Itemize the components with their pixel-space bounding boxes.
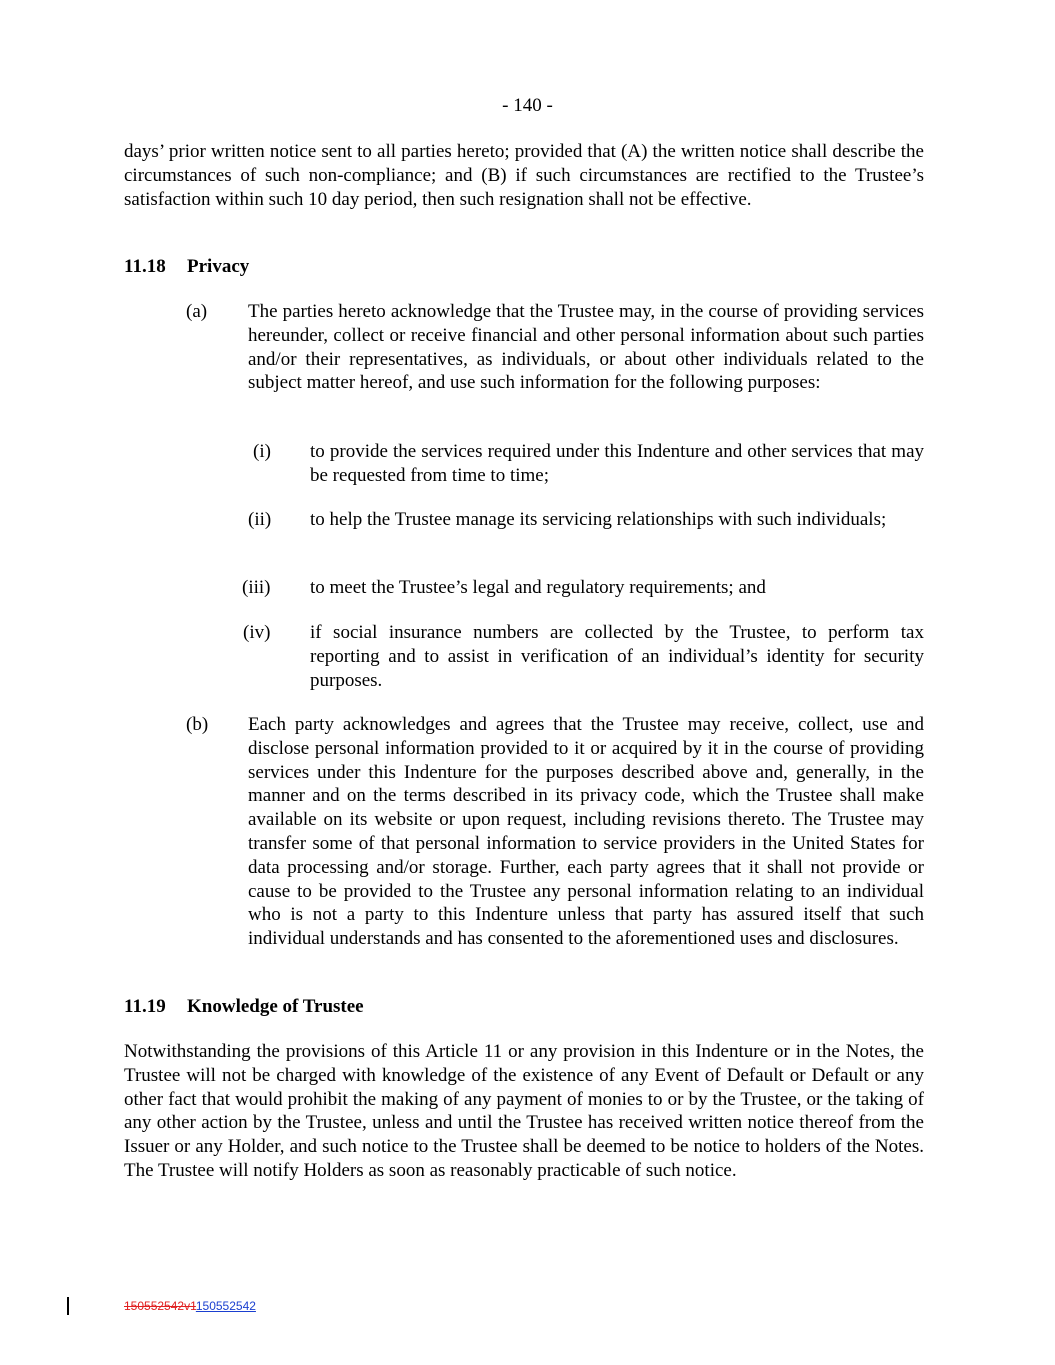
section-heading-11-18 — [124, 255, 249, 279]
clause-a — [186, 300, 924, 420]
subclause-label: (iii) — [242, 577, 271, 598]
clause-label: (b) — [186, 714, 209, 735]
clause-text: Each party acknowledges and agrees that the Trustee may receive, collect, use and disclose personal information provided to it or acquired by it in the course of providing services under this Indenture for the purposes described above and, generally, in the manner and on the terms described in its privacy code, which the Trustee shall make available on its website or upon request, including revisions thereto. The Trustee may transfer some of that personal information to service providers in the United States for data processing and/or storage. Further, each party agrees that it shall not provide or cause to be provided to the Trustee any personal information relating to an individual who is not a party to this Indenture unless that party has assured itself that such individual understands and has consented to the aforementioned uses and disclosures. — [248, 714, 924, 950]
section-11-19-paragraph: Notwithstanding the provisions of this Article 11 or any provision in this Indenture or in the Notes, the Trustee will not be charged with knowledge of the existence of any Event of Default or Default or any other fact that would prohibit the making of any payment of monies to or by the Trustee, or the taking of any other action by the Trustee, unless and until the Trustee has received written notice thereof from the Issuer or any Holder, and such notice to the Trustee shall be deemed to be notice to holders of the Notes. The Trustee will notify Holders as soon as reasonably practicable of such notice. — [124, 1041, 924, 1181]
subclause-iii — [240, 576, 924, 600]
subclause-label: (ii) — [248, 509, 272, 530]
subclause-iv — [240, 621, 924, 693]
subclause-text: to help the Trustee manage its servicing relationships with such individuals; — [310, 509, 887, 530]
subclause-label: (i) — [253, 441, 271, 462]
subclause-ii — [240, 508, 924, 556]
subclause-label: (iv) — [243, 622, 271, 643]
document-reference — [124, 1299, 256, 1314]
inserted-reference: 150552542 — [195, 1299, 256, 1313]
page-number: - 140 - — [502, 95, 553, 116]
clause-label: (a) — [186, 301, 208, 322]
clause-b — [186, 713, 924, 975]
clause-text: The parties hereto acknowledge that the Trustee may, in the course of providing services hereunder, collect or receive financial and other personal information about such parties and/or their representatives, as individuals, or about other individuals related to the subject matter hereof, and use such information for the following purposes: — [248, 301, 924, 394]
section-title: Privacy — [187, 256, 250, 277]
section-title: Knowledge of Trustee — [187, 996, 364, 1017]
change-bar — [67, 1297, 69, 1315]
section-number: 11.19 — [124, 996, 166, 1017]
section-heading-11-19 — [124, 995, 364, 1019]
section-number: 11.18 — [124, 256, 166, 277]
intro-paragraph: days’ prior written notice sent to all parties hereto; provided that (A) the written notice shall describe the circumstances of such non-compliance; and (B) if such circumstances are rectified to the Trustee’s satisfaction within such 10 day period, then such resignation shall not be effective. — [124, 141, 924, 210]
deleted-reference: 150552542v1 — [124, 1299, 196, 1313]
subclause-text: if social insurance numbers are collected by the Trustee, to perform tax reporting and to assist in verification of an individual’s identity for security purposes. — [310, 622, 924, 691]
subclause-text: to meet the Trustee’s legal and regulatory requirements; and — [310, 577, 766, 598]
subclause-i — [240, 440, 924, 488]
subclause-text: to provide the services required under this Indenture and other services that may be requested from time to time; — [310, 441, 924, 486]
